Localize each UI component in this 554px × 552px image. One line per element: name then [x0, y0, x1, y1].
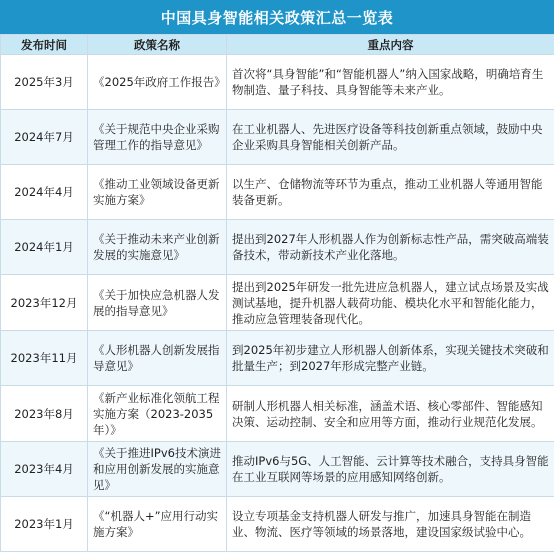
row-content: 以生产、仓储物流等环节为重点，推动工业机器人等通用智能装备更新。: [227, 165, 554, 220]
row-content: 到2025年初步建立人形机器人创新体系，实现关键技术突破和批量生产；到2027年形成完整产业链。: [227, 331, 554, 386]
row-policy-name: 《人形机器人创新发展指导意见》: [88, 331, 227, 386]
row-content: 推动IPv6与5G、人工智能、云计算等技术融合，支持具身智能在工业互联网等场景的应用感知网络创新。: [227, 442, 554, 497]
row-date: 2024年4月: [1, 165, 88, 220]
row-date: 2023年1月: [1, 497, 88, 552]
row-content: 设立专项基金支持机器人研发与推广，加速具身智能在制造业、物流、医疗等领域的场景落地，建设国家级试验中心。: [227, 497, 554, 552]
row-policy-name: 《关于推动未来产业创新发展的实施意见》: [88, 220, 227, 275]
row-policy-name: 《新产业标准化领航工程实施方案（2023-2035年）》: [88, 386, 227, 442]
row-policy-name: 《“机器人+”应用行动实施方案》: [88, 497, 227, 552]
row-content: 在工业机器人、先进医疗设备等科技创新重点领域，鼓励中央企业采购具身智能相关创新产品。: [227, 110, 554, 165]
row-policy-name: 《推动工业领域设备更新实施方案》: [88, 165, 227, 220]
row-content: 提出到2025年研发一批先进应急机器人，建立试点场景及实战测试基地，提升机器人载荷功能、模块化水平和智能化能力，推动应急管理装备现代化。: [227, 275, 554, 331]
table-row: [1, 442, 554, 497]
header-key-content: 重点内容: [227, 35, 554, 55]
row-content: 研制人形机器人相关标准，涵盖术语、核心零部件、智能感知决策、运动控制、安全和应用等方面，推动行业规范化发展。: [227, 386, 554, 442]
table-row: [1, 497, 554, 552]
policy-table: [0, 34, 554, 552]
row-date: 2023年4月: [1, 442, 88, 497]
header-date: 发布时间: [1, 35, 88, 55]
table-row: [1, 55, 554, 110]
table-row: [1, 220, 554, 275]
table-row: [1, 110, 554, 165]
row-date: 2023年8月: [1, 386, 88, 442]
row-content: 提出到2027年人形机器人作为创新标志性产品，需突破高端装备技术，带动新技术产业化落地。: [227, 220, 554, 275]
table-row: [1, 331, 554, 386]
row-date: 2023年12月: [1, 275, 88, 331]
table-row: [1, 386, 554, 442]
row-policy-name: 《2025年政府工作报告》: [88, 55, 227, 110]
table-row: [1, 275, 554, 331]
row-date: 2024年1月: [1, 220, 88, 275]
table-row: [1, 165, 554, 220]
row-policy-name: 《关于规范中央企业采购管理工作的指导意见》: [88, 110, 227, 165]
row-policy-name: 《关于加快应急机器人发展的指导意见》: [88, 275, 227, 331]
row-date: 2024年7月: [1, 110, 88, 165]
row-content: 首次将“具身智能”和“智能机器人”纳入国家战略，明确培育生物制造、量子科技、具身智能等未来产业。: [227, 55, 554, 110]
row-date: 2025年3月: [1, 55, 88, 110]
row-policy-name: 《关于推进IPv6技术演进和应用创新发展的实施意见》: [88, 442, 227, 497]
row-date: 2023年11月: [1, 331, 88, 386]
table-header-row: [1, 35, 554, 55]
table-title: 中国具身智能相关政策汇总一览表: [0, 0, 554, 34]
header-policy-name: 政策名称: [88, 35, 227, 55]
